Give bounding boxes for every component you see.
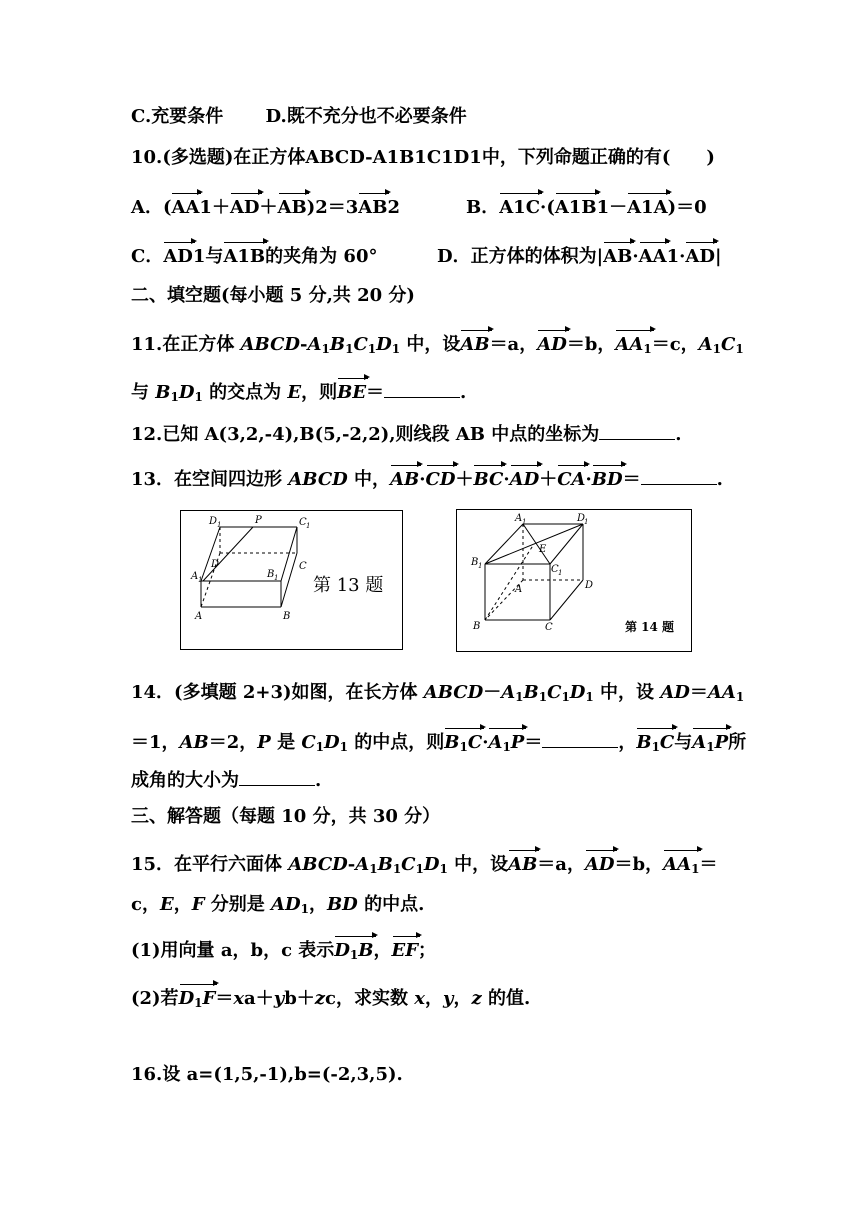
svg-text:1: 1 [306,522,311,530]
label-a: A [195,611,203,622]
svg-text:1: 1 [274,574,279,582]
label-e: E [539,544,547,555]
q10-option-a: A．(AA1＋AD＋AB)2＝3AB2 [131,197,401,218]
question-15-part-2: (2)若$D_1F=xa+yb+zc$，求实数 x，y，z 的值. [131,988,531,1010]
question-12: 12.已知 A(3,2,-4),B(5,-2,2),则线段 AB 中点的坐标为 . [131,421,682,447]
figure-14-caption: 第 14 题 [625,620,675,634]
q10-option-c: C．AD1与A1B的夹角为 60° [131,246,378,267]
label-c: C [545,622,553,633]
cube-diagram-14 [457,510,691,651]
svg-text:1: 1 [584,518,589,526]
question-13: 13．在空间四边形 ABCD 中，AB·CD＋BC·AD＋CA·BD＝ . [131,466,723,492]
label-p: P [255,515,262,526]
question-11-line-1: 11.在正方体 ABCD-$A_1B_1C_1D_1$ 中，设AB＝a，AD＝b，$AA_1=c$，$A_1C_1$ [131,334,744,356]
svg-text:1: 1 [217,521,222,529]
option-line-cd: C.充要条件 D.既不充分也不必要条件 [131,106,467,127]
question-10: 10.(多选题)在正方体ABCD-A1B1C1D1中，下列命题正确的有( ) [131,147,715,168]
svg-text:1: 1 [198,576,203,584]
answer-blank[interactable] [641,466,717,485]
label-b1: B [471,557,479,568]
label-a1: A [515,513,523,524]
label-d1: D [577,513,586,524]
question-14-line-2: ＝1，AB＝2，P 是 $C_1D_1$ 的中点，则$B_1C\cdot A_1P=$ ，$B_1C$与$A_1P$所 [131,729,746,755]
question-15-line-2: c，E，F 分别是 $AD_1$，BD 的中点. [131,894,425,916]
label-d: D [585,580,594,591]
label-b1: B [267,569,275,580]
answer-blank[interactable] [599,421,675,440]
question-15-part-1: (1)用向量 a，b，c 表示$D_1B$，EF； [131,940,437,962]
label-d: D [211,559,220,570]
svg-text:1: 1 [522,518,527,526]
label-d1: D [209,516,218,527]
figure-14 [456,509,692,652]
question-14-line-1: 14．(多填题 2+3)如图，在长方体 $ABCD-A_1B_1C_1D_1$ 中，设 $AD=AA_1$ [131,682,745,704]
question-15-line-1: 15．在平行六面体 ABCD-$A_1B_1C_1D_1$ 中，设AB＝a，AD＝b，$AA_1=$ [131,854,718,876]
label-b: B [473,621,481,632]
question-16: 16.设 a=(1,5,-1),b=(-2,3,5). [131,1064,403,1085]
section-2-heading: 二、填空题(每小题 5 分,共 20 分) [131,285,415,306]
figure-13-caption: 第 13 题 [313,575,384,596]
answer-blank[interactable] [239,767,315,786]
svg-text:1: 1 [558,569,563,577]
label-c1: C [551,564,559,575]
svg-text:1: 1 [478,562,483,570]
label-c1: C [299,517,307,528]
label-a1: A [191,571,199,582]
cuboid-diagram-13 [181,511,402,649]
question-11-line-2: 与 $B_1D_1$ 的交点为 E，则BE＝ . [131,379,466,405]
answer-blank[interactable] [542,729,618,748]
section-3-heading: 三、解答题（每题 10 分，共 30 分） [131,806,441,827]
figure-13 [180,510,403,650]
label-c: C [299,561,307,572]
label-b: B [283,611,291,622]
label-a: A [515,584,523,595]
q10-option-d: D．正方体的体积为|AB·AA1·AD| [437,246,722,267]
q10-option-b: B．A1C·(A1B1－A1A)＝0 [466,197,707,218]
question-14-line-3: 成角的大小为 . [131,767,321,793]
answer-blank[interactable] [384,379,460,398]
